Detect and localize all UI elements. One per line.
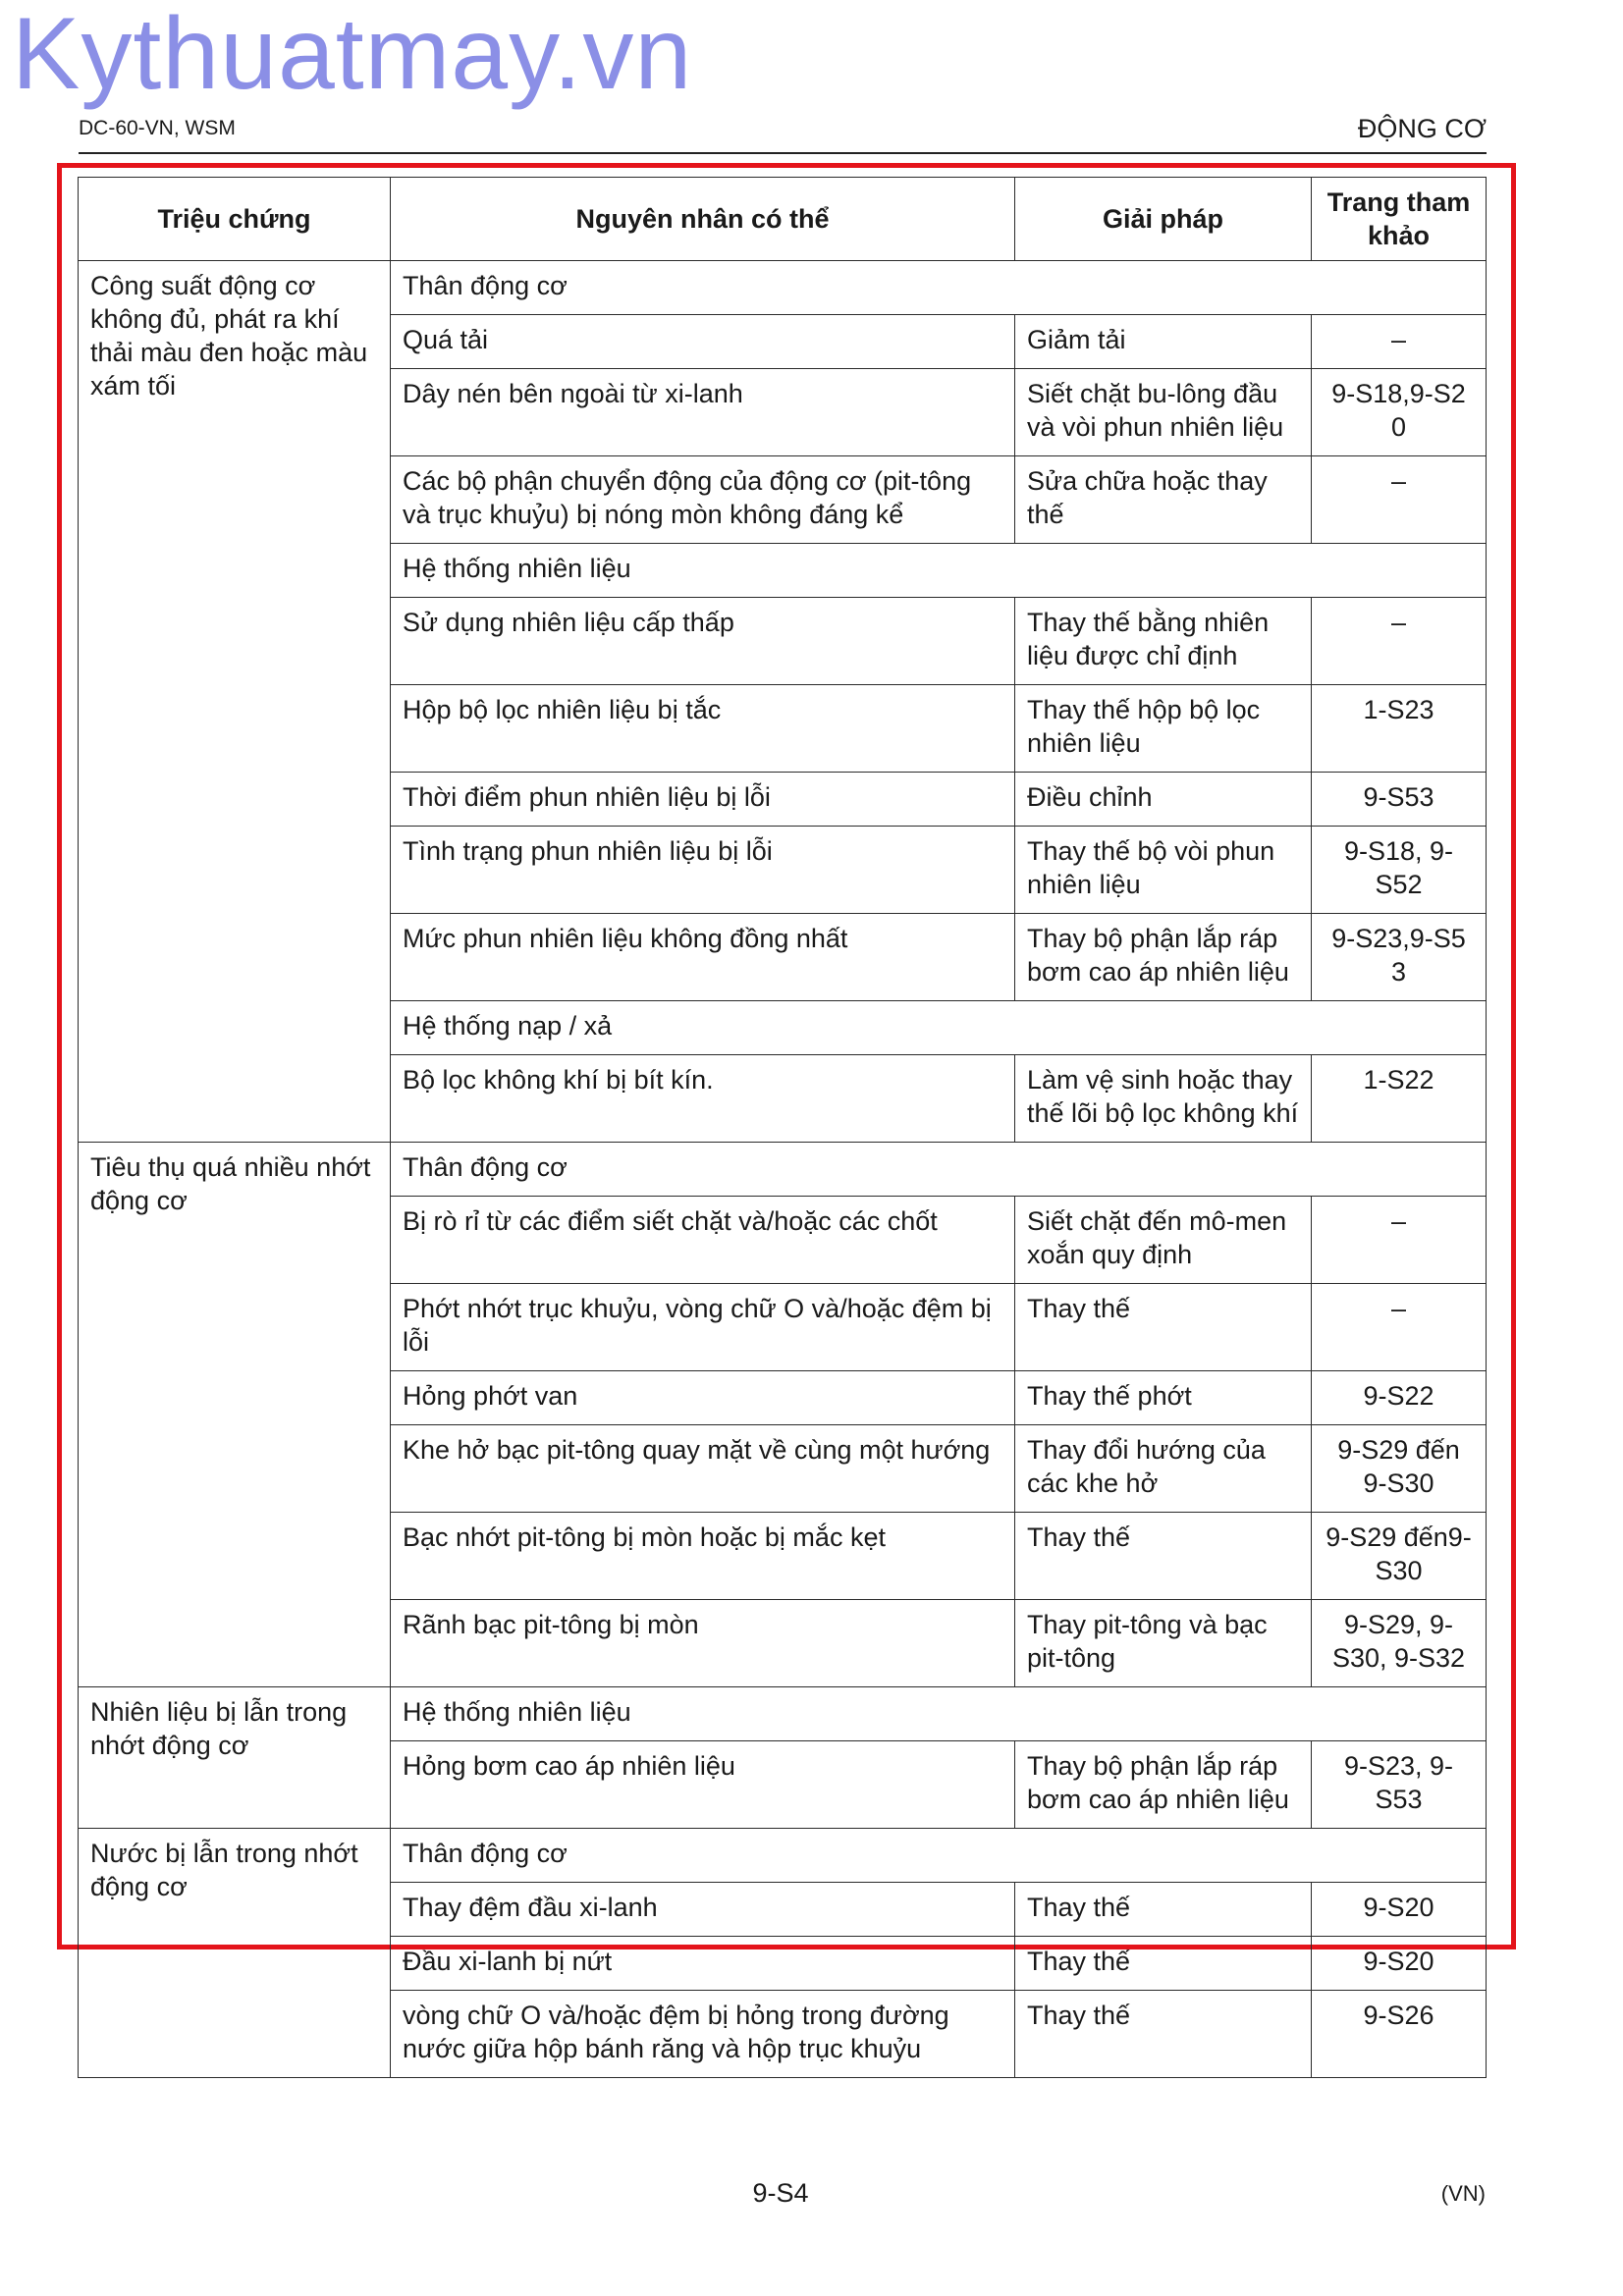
header-solution: Giải pháp [1015, 178, 1312, 261]
reference-cell: – [1312, 1197, 1487, 1284]
reference-cell: 9-S29 đến 9-S30 [1312, 1425, 1487, 1513]
reference-cell: 9-S53 [1312, 773, 1487, 827]
header-symptom: Triệu chứng [79, 178, 391, 261]
solution-cell: Siết chặt bu-lông đầu và vòi phun nhiên liệu [1015, 369, 1312, 456]
header-cause: Nguyên nhân có thể [391, 178, 1015, 261]
cause-cell: Rãnh bạc pit-tông bị mòn [391, 1600, 1015, 1687]
watermark: Kythuatmay.vn [12, 0, 693, 111]
cause-cell: Các bộ phận chuyển động của động cơ (pit-tông và trục khuỷu) bị nóng mòn không đáng kể [391, 456, 1015, 544]
solution-cell: Điều chỉnh [1015, 773, 1312, 827]
reference-cell: – [1312, 456, 1487, 544]
reference-cell: 1-S23 [1312, 685, 1487, 773]
reference-cell: 9-S20 [1312, 1883, 1487, 1937]
section-row [79, 1687, 1487, 1741]
cause-cell: Hộp bộ lọc nhiên liệu bị tắc [391, 685, 1015, 773]
solution-cell: Thay thế [1015, 1937, 1312, 1991]
solution-cell: Thay thế [1015, 1883, 1312, 1937]
cause-cell: Tình trạng phun nhiên liệu bị lỗi [391, 827, 1015, 914]
reference-cell: 9-S26 [1312, 1991, 1487, 2078]
section-row [79, 1829, 1487, 1883]
cause-cell: Đầu xi-lanh bị nứt [391, 1937, 1015, 1991]
solution-cell: Siết chặt đến mô-men xoắn quy định [1015, 1197, 1312, 1284]
reference-cell: 9-S23,9-S5 3 [1312, 914, 1487, 1001]
symptom-cell: Nhiên liệu bị lẫn trong nhớt động cơ [79, 1687, 391, 1829]
solution-cell: Giảm tải [1015, 315, 1312, 369]
reference-cell: 9-S18, 9-S52 [1312, 827, 1487, 914]
solution-cell: Thay thế bộ vòi phun nhiên liệu [1015, 827, 1312, 914]
reference-cell: 9-S20 [1312, 1937, 1487, 1991]
section-heading: Thân động cơ [391, 1829, 1487, 1883]
section-heading: Hệ thống nhiên liệu [391, 1687, 1487, 1741]
solution-cell: Thay thế phớt [1015, 1371, 1312, 1425]
symptom-cell: Công suất động cơ không đủ, phát ra khí thải màu đen hoặc màu xám tối [79, 261, 391, 1143]
doc-code: DC-60-VN, WSM [79, 117, 236, 139]
reference-cell: – [1312, 598, 1487, 685]
solution-cell: Thay bộ phận lắp ráp bơm cao áp nhiên liệu [1015, 1741, 1312, 1829]
cause-cell: Thay đệm đầu xi-lanh [391, 1883, 1015, 1937]
reference-cell: 9-S18,9-S2 0 [1312, 369, 1487, 456]
cause-cell: Hỏng phớt van [391, 1371, 1015, 1425]
language-tag: (VN) [1440, 2181, 1486, 2206]
reference-cell: – [1312, 315, 1487, 369]
cause-cell: Hỏng bơm cao áp nhiên liệu [391, 1741, 1015, 1829]
symptom-cell: Nước bị lẫn trong nhớt động cơ [79, 1829, 391, 2078]
solution-cell: Thay đổi hướng của các khe hở [1015, 1425, 1312, 1513]
solution-cell: Thay thế hộp bộ lọc nhiên liệu [1015, 685, 1312, 773]
section-heading: Thân động cơ [391, 1143, 1487, 1197]
section-row [79, 1143, 1487, 1197]
cause-cell: Bộ lọc không khí bị bít kín. [391, 1055, 1015, 1143]
reference-cell: 9-S29, 9-S30, 9-S32 [1312, 1600, 1487, 1687]
reference-cell: – [1312, 1284, 1487, 1371]
table-body [79, 261, 1487, 2078]
header-rule [79, 152, 1487, 154]
table-header-row [79, 178, 1487, 261]
cause-cell: Bạc nhớt pit-tông bị mòn hoặc bị mắc kẹt [391, 1513, 1015, 1600]
cause-cell: Mức phun nhiên liệu không đồng nhất [391, 914, 1015, 1001]
cause-cell: Quá tải [391, 315, 1015, 369]
cause-cell: Phớt nhớt trục khuỷu, vòng chữ O và/hoặc đệm bị lỗi [391, 1284, 1015, 1371]
cause-cell: Dây nén bên ngoài từ xi-lanh [391, 369, 1015, 456]
solution-cell: Thay bộ phận lắp ráp bơm cao áp nhiên liệu [1015, 914, 1312, 1001]
solution-cell: Thay thế [1015, 1991, 1312, 2078]
troubleshooting-table [78, 177, 1487, 2078]
section-title: ĐỘNG CƠ [1357, 114, 1487, 143]
reference-cell: 9-S29 đến9-S30 [1312, 1513, 1487, 1600]
reference-cell: 9-S22 [1312, 1371, 1487, 1425]
section-row [79, 261, 1487, 315]
cause-cell: Sử dụng nhiên liệu cấp thấp [391, 598, 1015, 685]
solution-cell: Thay pit-tông và bạc pit-tông [1015, 1600, 1312, 1687]
solution-cell: Thay thế [1015, 1284, 1312, 1371]
cause-cell: Thời điểm phun nhiên liệu bị lỗi [391, 773, 1015, 827]
reference-cell: 1-S22 [1312, 1055, 1487, 1143]
section-heading: Hệ thống nhiên liệu [391, 544, 1487, 598]
section-heading: Thân động cơ [391, 261, 1487, 315]
solution-cell: Sửa chữa hoặc thay thế [1015, 456, 1312, 544]
section-heading: Hệ thống nạp / xả [391, 1001, 1487, 1055]
cause-cell: Bị rò rỉ từ các điểm siết chặt và/hoặc các chốt [391, 1197, 1015, 1284]
reference-cell: 9-S23, 9-S53 [1312, 1741, 1487, 1829]
solution-cell: Thay thế bằng nhiên liệu được chỉ định [1015, 598, 1312, 685]
cause-cell: Khe hở bạc pit-tông quay mặt về cùng một hướng [391, 1425, 1015, 1513]
solution-cell: Làm vệ sinh hoặc thay thế lõi bộ lọc không khí [1015, 1055, 1312, 1143]
symptom-cell: Tiêu thụ quá nhiều nhớt động cơ [79, 1143, 391, 1687]
header-reference: Trang tham khảo [1312, 178, 1487, 261]
cause-cell: vòng chữ O và/hoặc đệm bị hỏng trong đường nước giữa hộp bánh răng và hộp trục khuỷu [391, 1991, 1015, 2078]
page-number: 9-S4 [752, 2178, 809, 2208]
solution-cell: Thay thế [1015, 1513, 1312, 1600]
